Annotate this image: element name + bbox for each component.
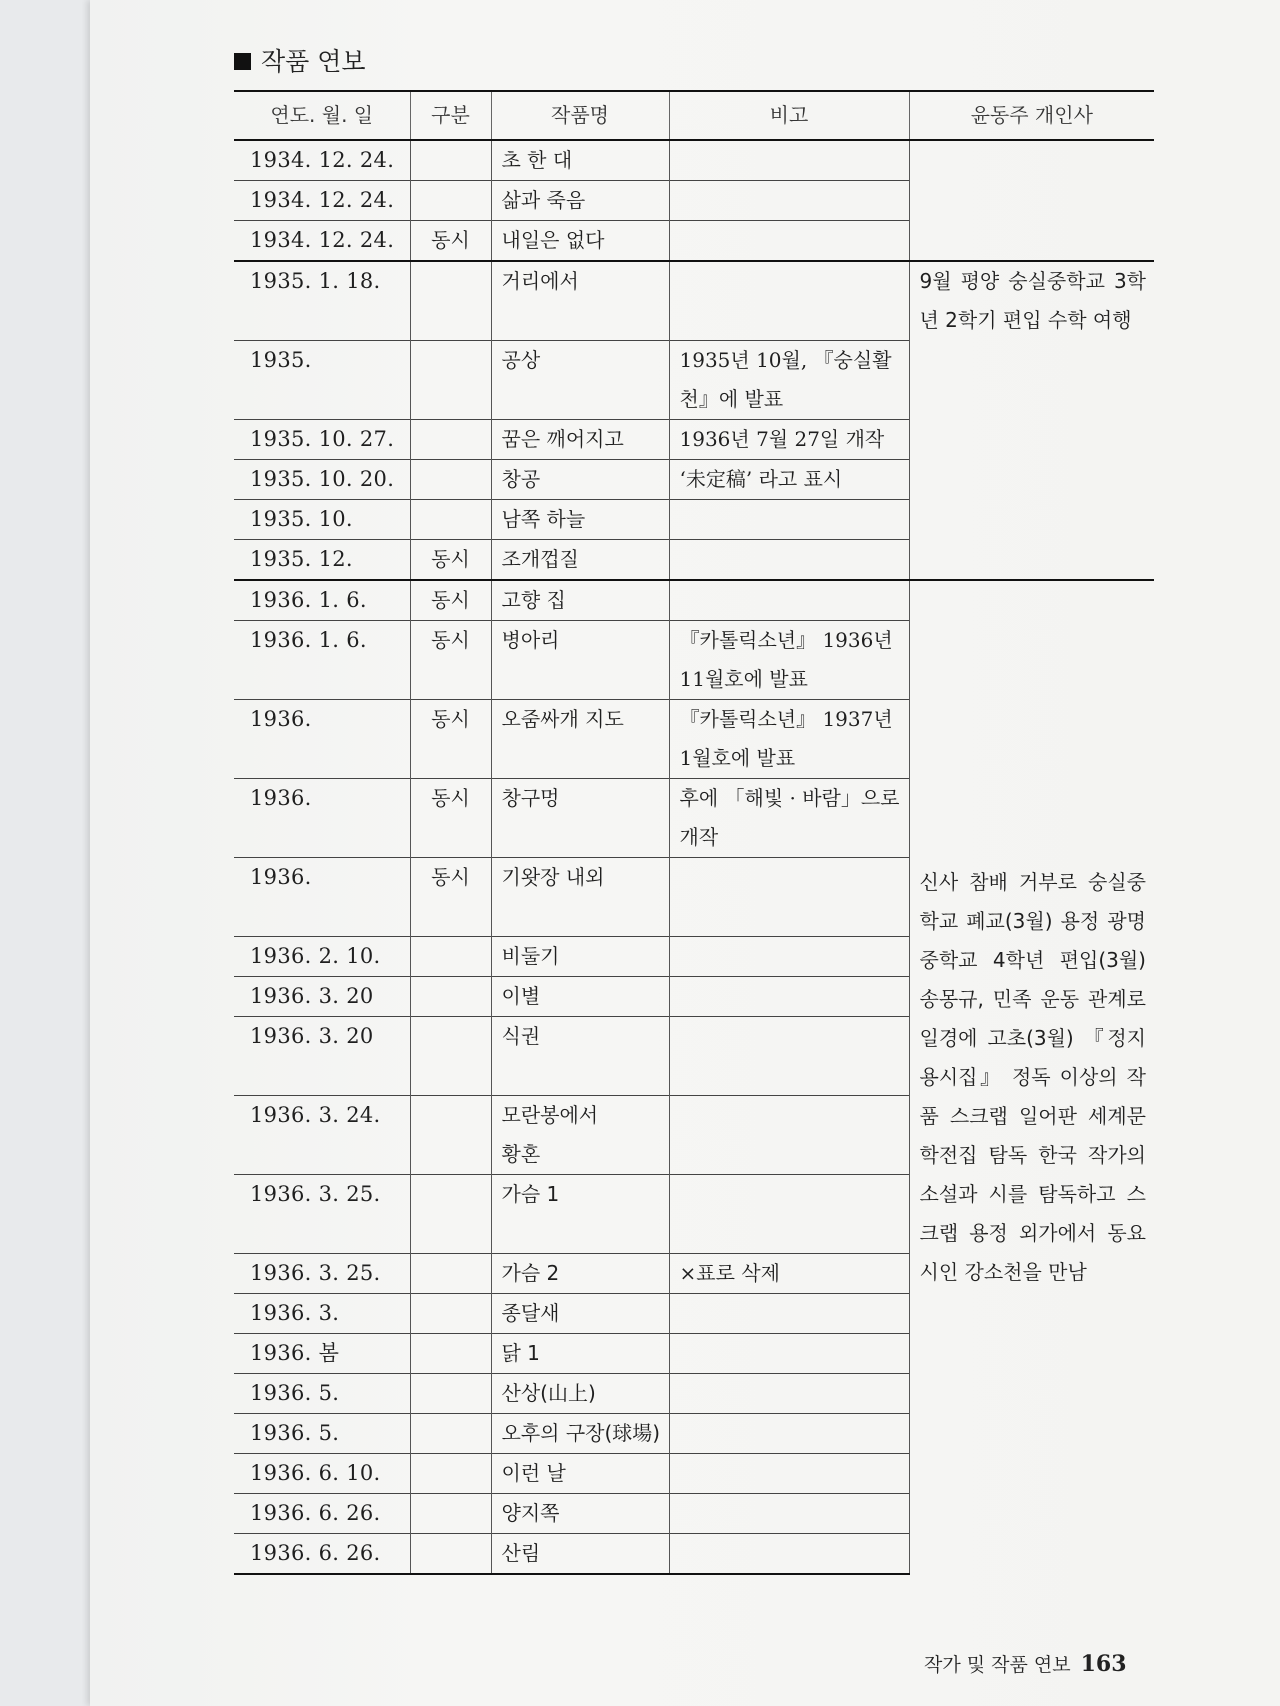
date-cell: 1936. 3. 20 <box>234 1017 410 1096</box>
category-cell: 동시 <box>410 700 491 779</box>
note-cell <box>669 140 909 181</box>
category-cell <box>410 1454 491 1494</box>
date-cell: 1935. 12. <box>234 540 410 581</box>
note-cell <box>669 1017 909 1096</box>
note-cell <box>669 1494 909 1534</box>
category-cell: 동시 <box>410 858 491 937</box>
biography-cell-1936: 신사 참배 거부로 숭실중학교 폐교(3월) 용정 광명중학교 4학년 편입(3월) 송몽규, 민족 운동 관계로 일경에 고초(3월) 『정지용시집』 정독 이상의 작품 스크랩 일어판 세계문학전집 탐독 한국 작가의 소설과 시를 탐독하고 스크랩 용정 외가에서 동요 시인 강소천을 만남 <box>909 580 1154 1574</box>
title-cell: 고향 집 <box>491 580 669 621</box>
header-note: 비고 <box>669 91 909 140</box>
header-date: 연도. 월. 일 <box>234 91 410 140</box>
date-cell: 1936. 2. 10. <box>234 937 410 977</box>
category-cell <box>410 1414 491 1454</box>
category-cell <box>410 500 491 540</box>
date-cell: 1936. 봄 <box>234 1334 410 1374</box>
date-cell: 1935. 10. 20. <box>234 460 410 500</box>
date-cell: 1936. 3. 24. <box>234 1096 410 1175</box>
category-cell <box>410 140 491 181</box>
note-cell <box>669 1175 909 1254</box>
note-cell <box>669 540 909 581</box>
date-cell: 1935. 10. 27. <box>234 420 410 460</box>
page-number: 163 <box>1080 1651 1127 1677</box>
note-cell: 1936년 7월 27일 개작 <box>669 420 909 460</box>
category-cell <box>410 1334 491 1374</box>
title-cell: 삶과 죽음 <box>491 181 669 221</box>
page-footer <box>924 1650 1127 1677</box>
date-cell: 1935. <box>234 341 410 420</box>
note-cell <box>669 1454 909 1494</box>
title-cell: 꿈은 깨어지고 <box>491 420 669 460</box>
category-cell <box>410 1534 491 1575</box>
date-cell: 1935. 1. 18. <box>234 261 410 341</box>
category-cell: 동시 <box>410 580 491 621</box>
title-cell <box>491 1096 669 1175</box>
title-cell: 남쪽 하늘 <box>491 500 669 540</box>
title-cell: 양지쪽 <box>491 1494 669 1534</box>
date-cell: 1936. 1. 6. <box>234 580 410 621</box>
title-cell: 내일은 없다 <box>491 221 669 262</box>
category-cell <box>410 1494 491 1534</box>
category-cell <box>410 341 491 420</box>
category-cell <box>410 181 491 221</box>
category-cell <box>410 1096 491 1175</box>
category-cell <box>410 460 491 500</box>
date-cell: 1936. 3. 25. <box>234 1175 410 1254</box>
table-row <box>234 140 1154 181</box>
category-cell: 동시 <box>410 779 491 858</box>
table-row <box>234 580 1154 621</box>
category-cell <box>410 1017 491 1096</box>
category-cell <box>410 420 491 460</box>
date-cell: 1936. 6. 26. <box>234 1534 410 1575</box>
title-cell: 병아리 <box>491 621 669 700</box>
date-cell: 1936. <box>234 858 410 937</box>
title-line-1: 모란봉에서 <box>501 1103 599 1127</box>
title-cell: 오후의 구장(球場) <box>491 1414 669 1454</box>
date-cell: 1936. 3. 25. <box>234 1254 410 1294</box>
title-cell: 오줌싸개 지도 <box>491 700 669 779</box>
category-cell <box>410 1254 491 1294</box>
date-cell: 1934. 12. 24. <box>234 181 410 221</box>
title-cell: 공상 <box>491 341 669 420</box>
date-cell: 1936. 6. 10. <box>234 1454 410 1494</box>
title-cell: 가슴 1 <box>491 1175 669 1254</box>
category-cell: 동시 <box>410 621 491 700</box>
note-cell <box>669 1096 909 1175</box>
date-cell: 1936. 6. 26. <box>234 1494 410 1534</box>
title-cell: 이런 날 <box>491 1454 669 1494</box>
note-cell <box>669 1374 909 1414</box>
category-cell <box>410 937 491 977</box>
date-cell: 1934. 12. 24. <box>234 221 410 262</box>
category-cell <box>410 977 491 1017</box>
date-cell: 1936. 3. <box>234 1294 410 1334</box>
note-cell <box>669 977 909 1017</box>
note-cell: 후에 「해빛 · 바람」으로 개작 <box>669 779 909 858</box>
title-cell: 식권 <box>491 1017 669 1096</box>
note-cell <box>669 221 909 262</box>
note-cell <box>669 261 909 341</box>
note-cell <box>669 1294 909 1334</box>
note-cell <box>669 500 909 540</box>
square-bullet-icon <box>234 53 251 70</box>
title-cell: 닭 1 <box>491 1334 669 1374</box>
section-title: 작품 연보 <box>261 47 366 76</box>
note-cell: ×표로 삭제 <box>669 1254 909 1294</box>
title-cell: 초 한 대 <box>491 140 669 181</box>
category-cell <box>410 1294 491 1334</box>
note-cell <box>669 181 909 221</box>
title-cell: 창구멍 <box>491 779 669 858</box>
date-cell: 1936. 5. <box>234 1414 410 1454</box>
note-cell: 『카톨릭소년』 1936년 11월호에 발표 <box>669 621 909 700</box>
note-cell <box>669 858 909 937</box>
header-category: 구분 <box>410 91 491 140</box>
biography-cell-1935: 9월 평양 숭실중학교 3학년 2학기 편입 수학 여행 <box>909 261 1154 580</box>
title-cell: 가슴 2 <box>491 1254 669 1294</box>
category-cell: 동시 <box>410 540 491 581</box>
category-cell <box>410 1374 491 1414</box>
header-biography: 윤동주 개인사 <box>909 91 1154 140</box>
title-cell: 산상(山上) <box>491 1374 669 1414</box>
note-cell: 1935년 10월, 『숭실활천』에 발표 <box>669 341 909 420</box>
title-cell: 창공 <box>491 460 669 500</box>
footer-label: 작가 및 작품 연보 <box>924 1654 1071 1676</box>
category-cell <box>410 1175 491 1254</box>
table-row <box>234 261 1154 341</box>
header-title: 작품명 <box>491 91 669 140</box>
works-chronology-table <box>234 90 1154 1575</box>
note-cell <box>669 580 909 621</box>
category-cell <box>410 261 491 341</box>
note-cell <box>669 1534 909 1575</box>
date-cell: 1936. 3. 20 <box>234 977 410 1017</box>
section-heading <box>234 42 366 78</box>
note-cell <box>669 937 909 977</box>
title-cell: 거리에서 <box>491 261 669 341</box>
title-cell: 산림 <box>491 1534 669 1575</box>
date-cell: 1936. <box>234 779 410 858</box>
table-header-row <box>234 91 1154 140</box>
date-cell: 1936. <box>234 700 410 779</box>
biography-cell-1934 <box>909 140 1154 261</box>
title-line-2: 황혼 <box>501 1142 541 1166</box>
date-cell: 1934. 12. 24. <box>234 140 410 181</box>
note-cell: ‘未定稿’ 라고 표시 <box>669 460 909 500</box>
note-cell: 『카톨릭소년』 1937년 1월호에 발표 <box>669 700 909 779</box>
date-cell: 1936. 5. <box>234 1374 410 1414</box>
title-cell: 기왓장 내외 <box>491 858 669 937</box>
date-cell: 1935. 10. <box>234 500 410 540</box>
date-cell: 1936. 1. 6. <box>234 621 410 700</box>
category-cell: 동시 <box>410 221 491 262</box>
title-cell: 이별 <box>491 977 669 1017</box>
title-cell: 종달새 <box>491 1294 669 1334</box>
title-cell: 비둘기 <box>491 937 669 977</box>
note-cell <box>669 1414 909 1454</box>
note-cell <box>669 1334 909 1374</box>
title-cell: 조개껍질 <box>491 540 669 581</box>
